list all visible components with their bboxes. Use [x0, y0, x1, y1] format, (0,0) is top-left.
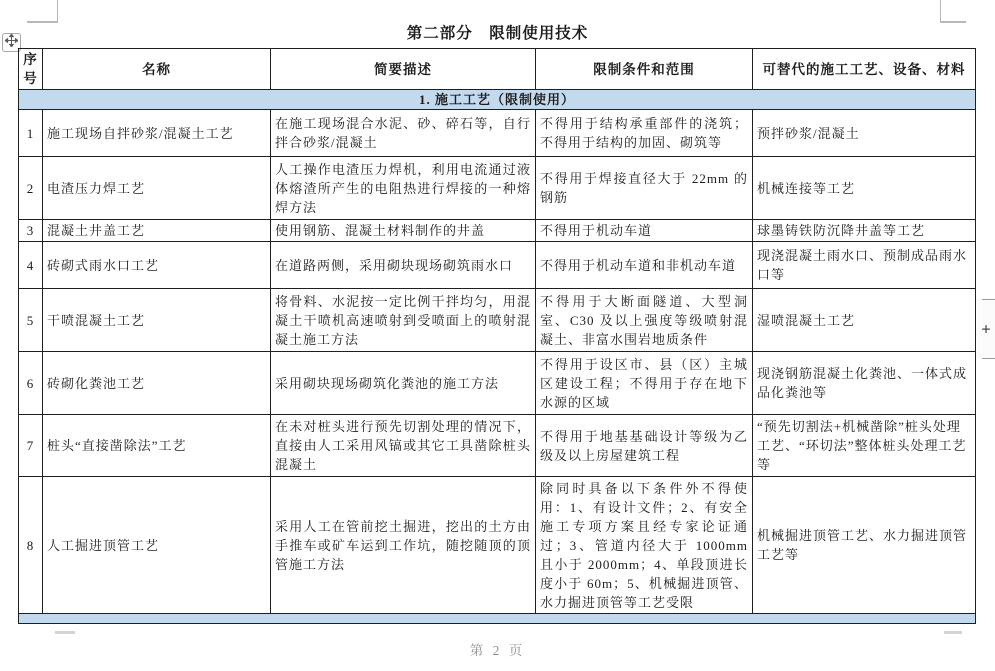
- cell-alternative: 湿喷混凝土工艺: [753, 289, 976, 352]
- cell-description: 在道路两侧，采用砌块现场砌筑雨水口: [271, 242, 536, 289]
- cell-limit-scope: 不得用于机动车道: [536, 220, 753, 242]
- cell-alternative: “预先切割法+机械凿除”桩头处理工艺、“环切法”整体桩头处理工艺等: [753, 415, 976, 477]
- cell-serial-number: 4: [19, 242, 43, 289]
- expand-control[interactable]: [977, 299, 995, 359]
- cell-serial-number: 3: [19, 220, 43, 242]
- plus-icon[interactable]: +: [981, 319, 991, 338]
- table-row: [19, 352, 976, 415]
- header-row: [19, 49, 976, 90]
- table-body: [19, 110, 976, 614]
- cell-alternative: 现浇钢筋混凝土化粪池、一体式成品化粪池等: [753, 352, 976, 415]
- section-header-row: [19, 90, 976, 110]
- cell-limit-scope: 不得用于大断面隧道、大型洞室、C30 及以上强度等级喷射混凝土、非富水围岩地质条件: [536, 289, 753, 352]
- cell-name: 施工现场自拌砂浆/混凝土工艺: [43, 110, 271, 157]
- cell-serial-number: 8: [19, 477, 43, 614]
- cell-description: 采用人工在管前挖土掘进，挖出的土方由手推车或矿车运到工作坑，随挖随顶的顶管施工方法: [271, 477, 536, 614]
- table-row: [19, 477, 976, 614]
- table-header: [19, 49, 976, 90]
- column-header: 名称: [43, 49, 271, 90]
- expand-control-bottom-dash: [982, 358, 995, 359]
- next-section-strip-row: [19, 614, 976, 624]
- cell-limit-scope: 除同时具备以下条件外不得使用：1、有设计文件；2、有安全施工专项方案且经专家论证通过；3、管道内径大于 1000mm 且小于 2000mm；4、单段顶进长度小于 60m；5、机械掘进顶管、水力掘进顶管等工艺受限: [536, 477, 753, 614]
- cell-description: 在施工现场混合水泥、砂、碎石等，自行拌合砂浆/混凝土: [271, 110, 536, 157]
- cell-alternative: 球墨铸铁防沉降井盖等工艺: [753, 220, 976, 242]
- cell-description: 在未对桩头进行预先切割处理的情况下，直接由人工采用风镐或其它工具凿除桩头混凝土: [271, 415, 536, 477]
- cell-name: 桩头“直接凿除法”工艺: [43, 415, 271, 477]
- cell-limit-scope: 不得用于机动车道和非机动车道: [536, 242, 753, 289]
- cell-serial-number: 5: [19, 289, 43, 352]
- cell-description: 人工操作电渣压力焊机，利用电流通过液体熔渣所产生的电阻热进行焊接的一种熔焊方法: [271, 157, 536, 220]
- margin-mark-top-right-vertical: [940, 0, 941, 22]
- cell-limit-scope: 不得用于结构承重部件的浇筑；不得用于结构的加固、砌筑等: [536, 110, 753, 157]
- cell-name: 电渣压力焊工艺: [43, 157, 271, 220]
- cell-alternative: 现浇混凝土雨水口、预制成品雨水口等: [753, 242, 976, 289]
- cell-serial-number: 7: [19, 415, 43, 477]
- cell-limit-scope: 不得用于地基基础设计等级为乙级及以上房屋建筑工程: [536, 415, 753, 477]
- cell-description: 采用砌块现场砌筑化粪池的施工方法: [271, 352, 536, 415]
- cell-limit-scope: 不得用于设区市、县（区）主城区建设工程；不得用于存在地下水源的区域: [536, 352, 753, 415]
- page-number: 第 2 页: [469, 643, 526, 658]
- margin-mark-bottom-right: [944, 631, 962, 634]
- cell-serial-number: 6: [19, 352, 43, 415]
- next-section-strip: [19, 614, 976, 624]
- table-row: [19, 415, 976, 477]
- cell-alternative: 机械掘进顶管工艺、水力掘进顶管工艺等: [753, 477, 976, 614]
- column-header: 限制条件和范围: [536, 49, 753, 90]
- restricted-technology-table: [18, 48, 976, 624]
- cell-name: 砖砌化粪池工艺: [43, 352, 271, 415]
- cell-serial-number: 2: [19, 157, 43, 220]
- cell-description: 将骨料、水泥按一定比例干拌均匀，用混凝土干喷机高速喷射到受喷面上的喷射混凝土施工方法: [271, 289, 536, 352]
- cell-name: 砖砌式雨水口工艺: [43, 242, 271, 289]
- cell-alternative: 预拌砂浆/混凝土: [753, 110, 976, 157]
- margin-mark-bottom-left: [55, 631, 75, 634]
- table-row: [19, 220, 976, 242]
- cell-name: 人工掘进顶管工艺: [43, 477, 271, 614]
- table-row: [19, 157, 976, 220]
- cell-description: 使用钢筋、混凝土材料制作的井盖: [271, 220, 536, 242]
- section-header-label: 1. 施工工艺（限制使用）: [19, 90, 976, 110]
- table-row: [19, 289, 976, 352]
- cell-alternative: 机械连接等工艺: [753, 157, 976, 220]
- cell-name: 干喷混凝土工艺: [43, 289, 271, 352]
- cell-name: 混凝土井盖工艺: [43, 220, 271, 242]
- page-title: 第二部分 限制使用技术: [406, 25, 589, 42]
- column-header: 序号: [19, 49, 43, 90]
- column-header: 可替代的施工工艺、设备、材料: [753, 49, 976, 90]
- margin-mark-top-left-vertical: [57, 0, 58, 22]
- table-row: [19, 110, 976, 157]
- table-row: [19, 242, 976, 289]
- cell-serial-number: 1: [19, 110, 43, 157]
- column-header: 简要描述: [271, 49, 536, 90]
- cell-limit-scope: 不得用于焊接直径大于 22mm 的钢筋: [536, 157, 753, 220]
- expand-control-top-dash: [982, 299, 995, 300]
